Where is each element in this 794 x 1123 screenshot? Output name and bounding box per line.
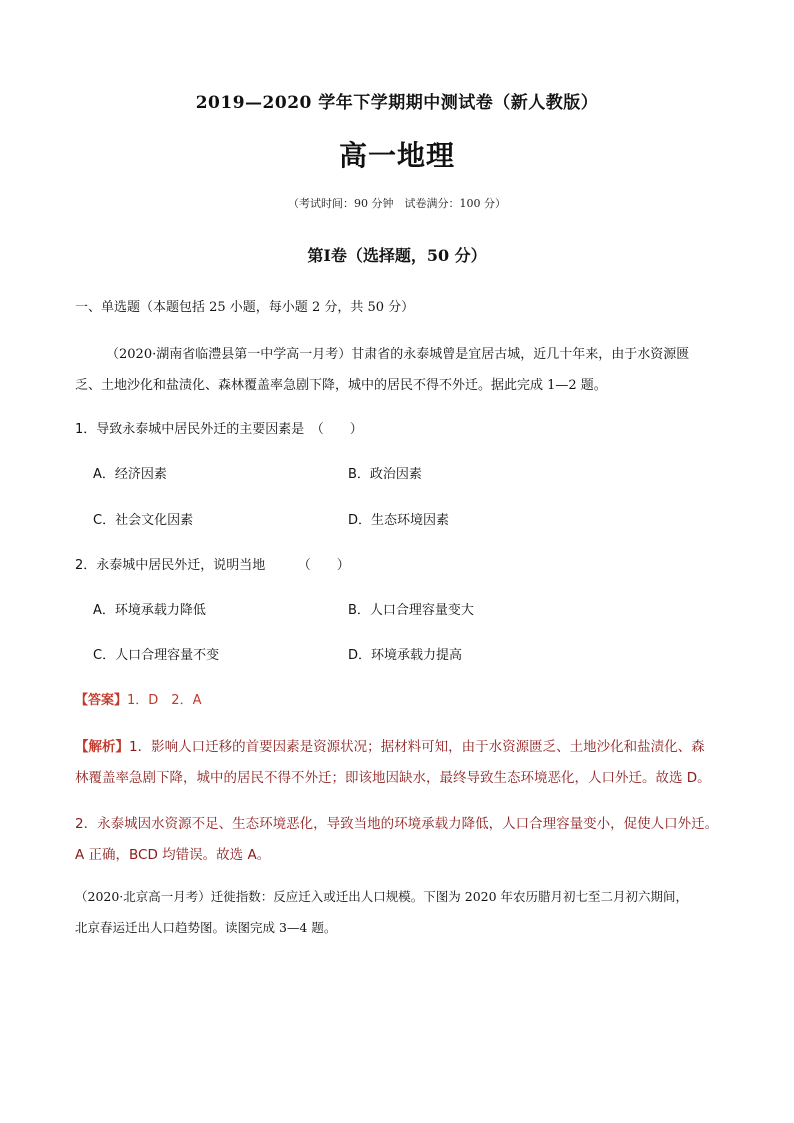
question-1-stem: 1．导致永泰城中居民外迁的主要因素是 （ ） [75, 422, 363, 437]
analysis-tag: 【解析】 [75, 739, 129, 755]
answer-line [75, 689, 201, 708]
question-1-option-a: A．经济因素 [93, 467, 167, 482]
analysis-line-2: 林覆盖率急剧下降，城中的居民不得不外迁；即该地因缺水，最终导致生态环境恶化，人口外迁。故选 D。 [75, 770, 711, 786]
subject-title: 高一地理 [338, 139, 455, 172]
part-one-heading: 一、单选题（本题包括 25 小题，每小题 2 分，共 50 分） [75, 300, 415, 315]
exam-title: 2019—2020 学年下学期期中测试卷（新人教版） [195, 93, 599, 113]
question-1-option-d: D．生态环境因素 [348, 513, 450, 528]
question-1-option-b: B．政治因素 [348, 467, 422, 482]
exam-info: （考试时间：90 分钟 试卷满分：100 分） [288, 197, 506, 210]
question-2-option-a: A．环境承载力降低 [93, 603, 206, 618]
material-1-line-1: （2020·湖南省临澧县第一中学高一月考）甘肃省的永泰城曾是宜居古城，近几十年来，由于水资源匮 [106, 347, 690, 362]
answer-text: 1．D 2．A [127, 693, 202, 708]
analysis-line-4: A 正确，BCD 均错误。故选 A。 [75, 847, 271, 863]
answer-tag: 【答案】 [75, 693, 128, 708]
analysis-text-1: 1．影响人口迁移的首要因素是资源状况；据材料可知，由于水资源匮乏、土地沙化和盐渍化、森 [129, 739, 705, 755]
section-title: 第Ⅰ卷（选择题，50 分） [307, 246, 487, 265]
question-2-option-d: D．环境承载力提高 [348, 648, 463, 663]
analysis-line-1 [75, 735, 705, 755]
material-1-line-2: 乏、土地沙化和盐渍化、森林覆盖率急剧下降，城中的居民不得不外迁。据此完成 1—2 题。 [75, 378, 607, 393]
question-2-option-c: C．人口合理容量不变 [93, 648, 220, 663]
question-2-stem: 2．永泰城中居民外迁，说明当地 （ ） [75, 558, 350, 573]
question-1-option-c: C．社会文化因素 [93, 513, 194, 528]
material-2-line-1: （2020·北京高一月考）迁徙指数：反应迁入或迁出人口规模。下图为 2020 年农历腊月初七至二月初六期间， [75, 889, 689, 904]
analysis-line-3: 2．永泰城因水资源不足、生态环境恶化，导致当地的环境承载力降低，人口合理容量变小，促使人口外迁。 [75, 816, 719, 832]
question-2-option-b: B．人口合理容量变大 [348, 603, 474, 618]
material-2-line-2: 北京春运迁出人口趋势图。读图完成 3—4 题。 [75, 920, 337, 935]
